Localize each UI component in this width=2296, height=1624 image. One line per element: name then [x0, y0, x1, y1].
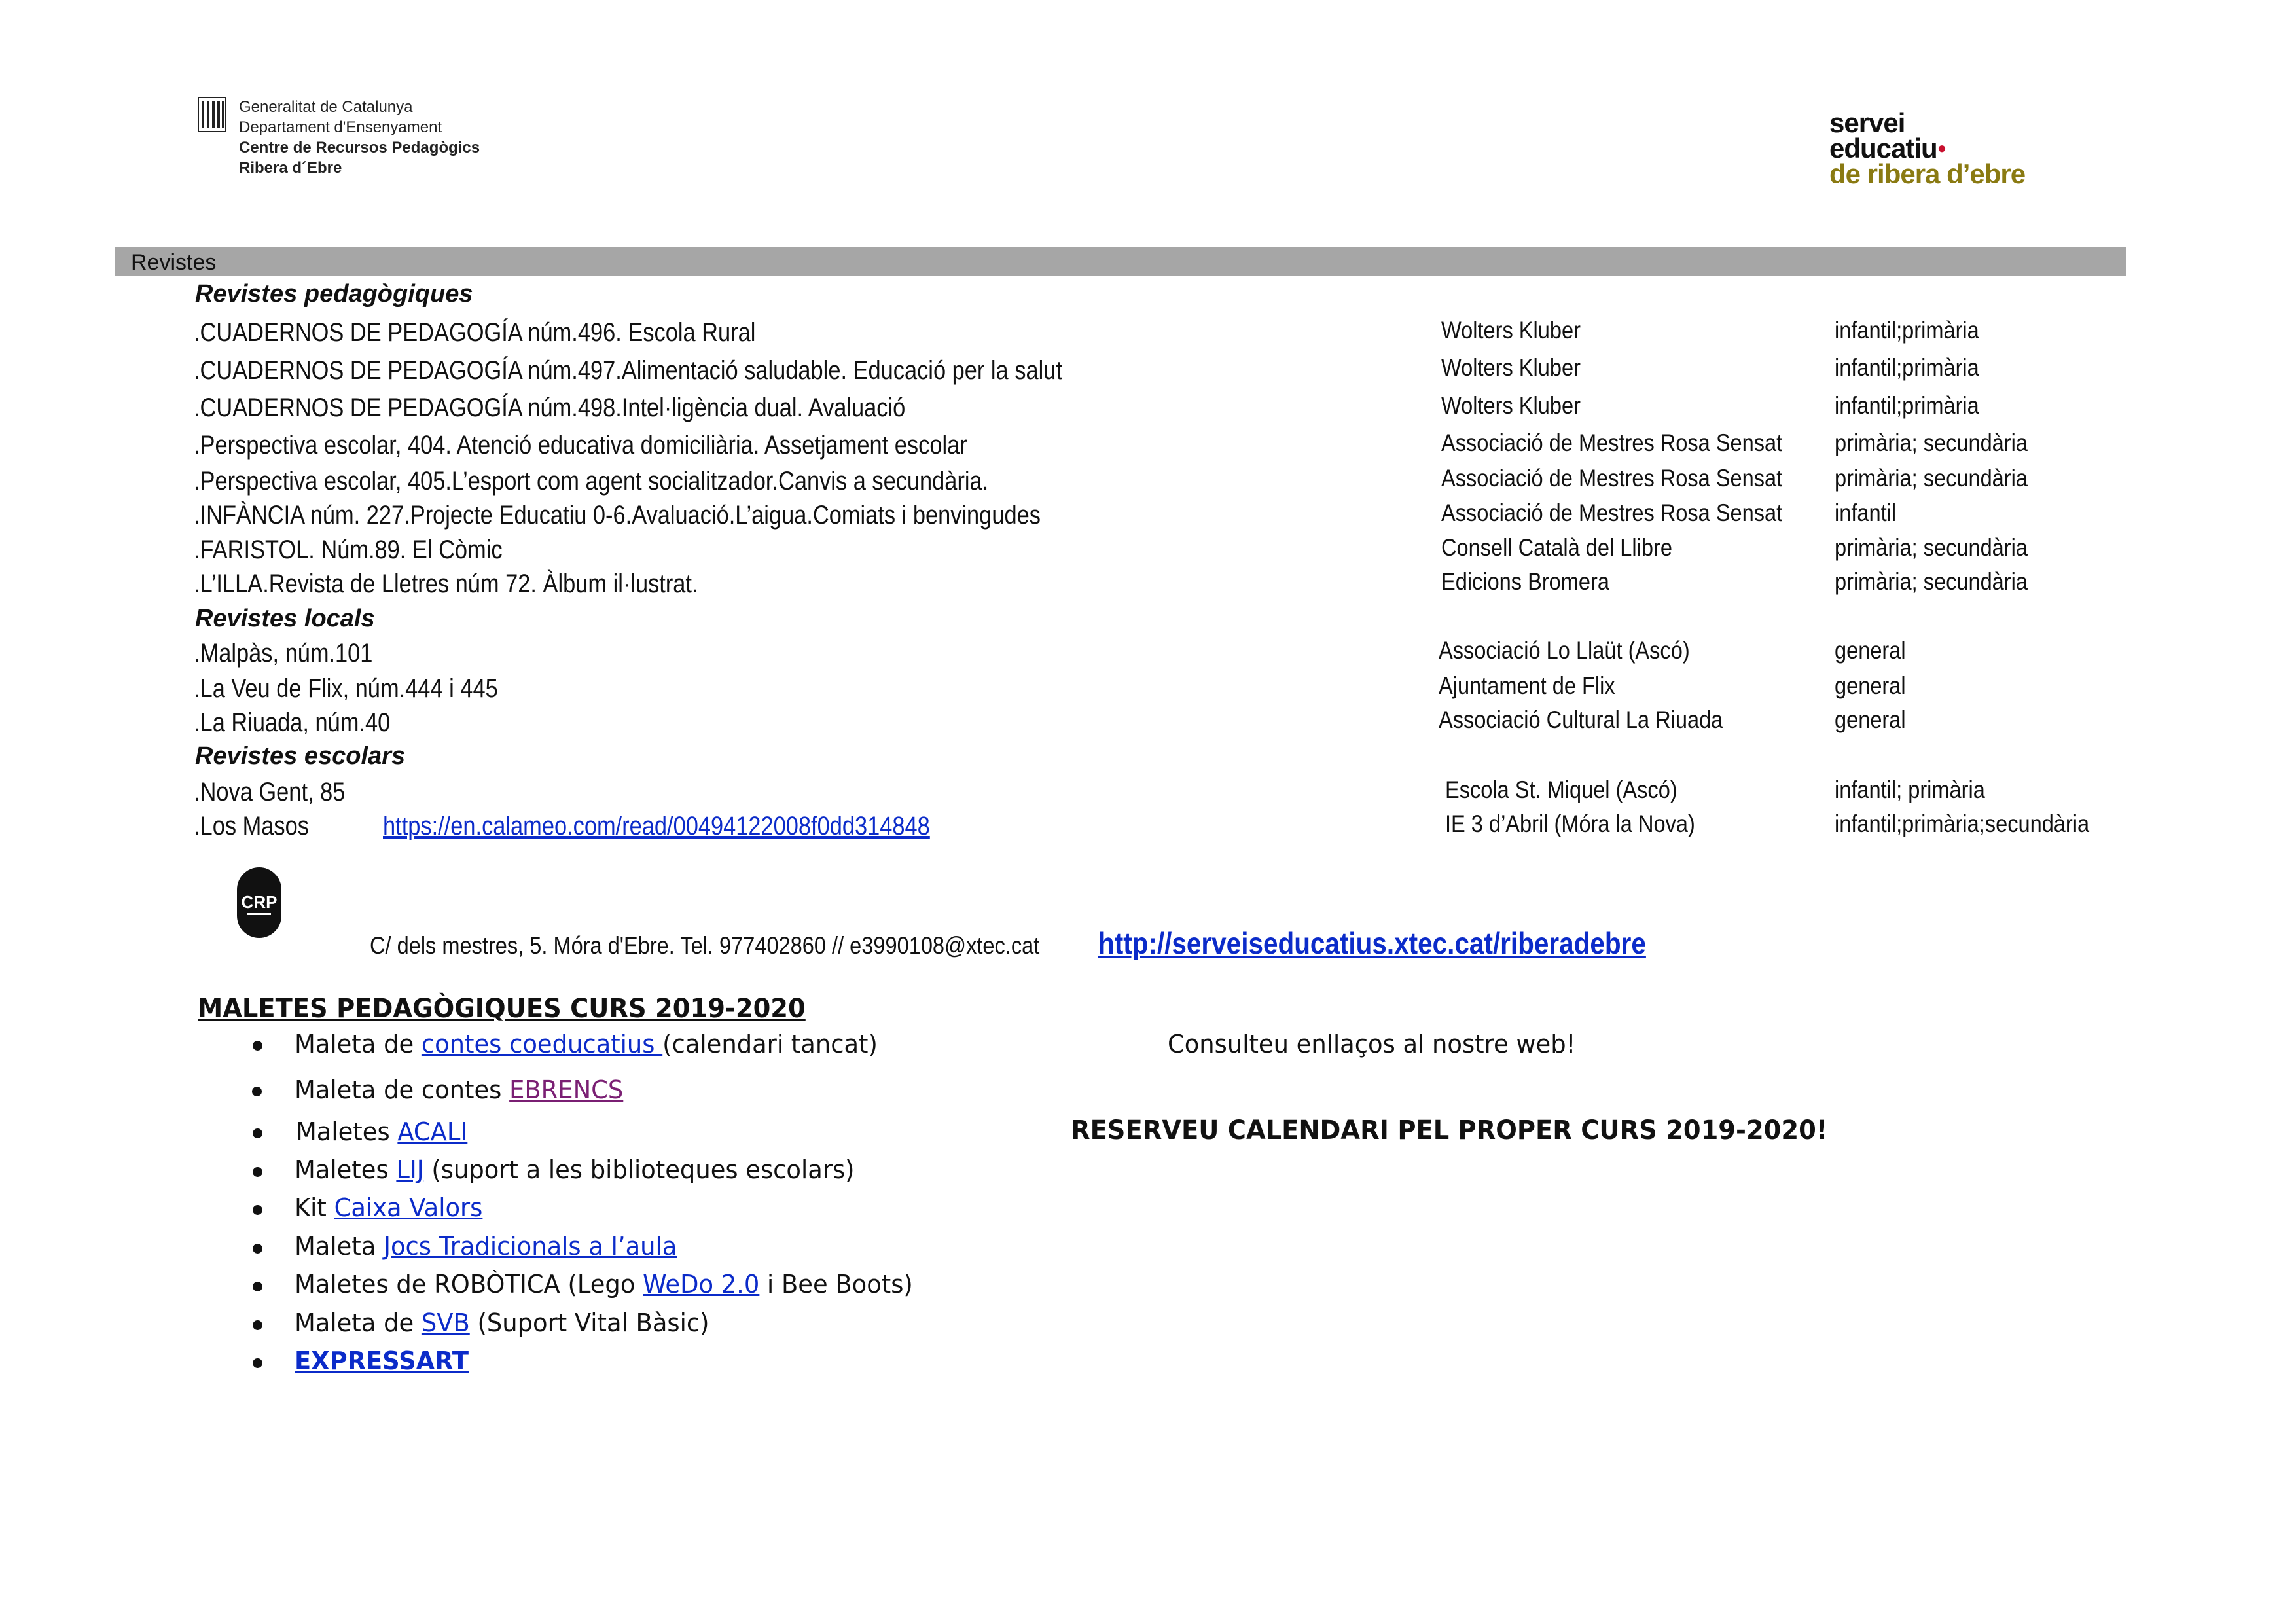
org-line-departament: Departament d'Ensenyament: [239, 118, 442, 136]
maleta-item: Kit Caixa Valors: [295, 1193, 483, 1222]
contact-address: C/ dels mestres, 5. Móra d'Ebre. Tel. 977402860 // e3990108@xtec.cat: [370, 932, 1040, 959]
magazine-title: .CUADERNOS DE PEDAGOGÍA núm.498.Intel·ligència dual. Avaluació: [194, 393, 906, 422]
magazine-title: .Nova Gent, 85: [194, 778, 346, 806]
magazine-title: .Los Masos: [194, 812, 309, 840]
magazine-publisher: Consell Català del Llibre: [1441, 534, 1672, 561]
brand-line-servei: servei: [1829, 107, 1905, 138]
org-line-centre: Centre de Recursos Pedagògics: [239, 139, 480, 156]
generalitat-logo-icon: [198, 97, 226, 132]
magazine-title: .CUADERNOS DE PEDAGOGÍA núm.497.Alimentació saludable. Educació per la salut: [194, 356, 1062, 385]
magazine-title: .INFÀNCIA núm. 227.Projecte Educatiu 0-6.Avaluació.L’aigua.Comiats i benvingudes: [194, 501, 1041, 530]
magazine-level: infantil;primària;secundària: [1835, 810, 2090, 837]
magazine-level: infantil: [1835, 499, 1897, 526]
magazine-publisher: Wolters Kluber: [1441, 317, 1581, 344]
bullet-icon: [253, 1282, 262, 1291]
magazine-level: primària; secundària: [1835, 534, 2028, 561]
magazine-level: primària; secundària: [1835, 465, 2028, 492]
magazine-publisher: Associació de Mestres Rosa Sensat: [1441, 465, 1783, 492]
org-line-generalitat: Generalitat de Catalunya: [239, 98, 413, 116]
magazine-level: infantil;primària: [1835, 354, 1979, 381]
maletes-title: MALETES PEDAGÒGIQUES CURS 2019-2020: [198, 994, 806, 1024]
los-masos-link[interactable]: https://en.calameo.com/read/00494122008f0dd314848: [383, 812, 930, 840]
link-contes-coeducatius[interactable]: contes coeducatius: [421, 1030, 663, 1058]
magazine-level: general: [1835, 637, 1906, 664]
magazine-level: general: [1835, 706, 1906, 733]
magazine-publisher: Wolters Kluber: [1441, 354, 1581, 381]
link-svb[interactable]: SVB: [421, 1308, 470, 1337]
brand-line-ribera: de ribera d’ebre: [1829, 158, 2026, 189]
section-bar-label: Revistes: [131, 250, 217, 275]
magazine-title: .Malpàs, núm.101: [194, 639, 373, 668]
crp-logo: [237, 867, 281, 938]
magazine-level: infantil;primària: [1835, 317, 1979, 344]
maleta-item: Maletes de ROBÒTICA (Lego WeDo 2.0 i Bee Boots): [295, 1270, 913, 1299]
bullet-icon: [253, 1320, 262, 1330]
organization-block: [239, 97, 480, 178]
magazine-level: infantil;primària: [1835, 392, 1979, 419]
magazine-publisher: IE 3 d’Abril (Móra la Nova): [1445, 810, 1695, 837]
website-link[interactable]: http://serveiseducatius.xtec.cat/riberadebre: [1098, 926, 1646, 960]
web-note: Consulteu enllaços al nostre web!: [1168, 1030, 1576, 1058]
bullet-icon: [253, 1041, 262, 1051]
bullet-icon: [252, 1087, 262, 1096]
bullet-icon: [253, 1358, 262, 1368]
magazine-publisher: Edicions Bromera: [1441, 568, 1609, 595]
link-lij[interactable]: LIJ: [396, 1155, 424, 1184]
heading-revistes-escolars: Revistes escolars: [195, 742, 406, 770]
magazine-publisher: Associació de Mestres Rosa Sensat: [1441, 429, 1783, 456]
magazine-title: .La Veu de Flix, núm.444 i 445: [194, 674, 498, 703]
maleta-item: Maletes LIJ (suport a les biblioteques escolars): [295, 1155, 855, 1184]
magazine-publisher: Escola St. Miquel (Ascó): [1445, 776, 1677, 803]
magazine-title: .FARISTOL. Núm.89. El Còmic: [194, 535, 503, 564]
link-expressart[interactable]: EXPRESSART: [295, 1346, 469, 1375]
magazine-publisher: Associació de Mestres Rosa Sensat: [1441, 499, 1783, 526]
maleta-item: Maleta de contes coeducatius (calendari tancat): [295, 1030, 878, 1058]
maleta-item: Maleta de contes EBRENCS: [295, 1075, 624, 1104]
magazine-level: primària; secundària: [1835, 568, 2028, 595]
bullet-icon: [253, 1244, 262, 1254]
link-wedo[interactable]: WeDo 2.0: [643, 1270, 760, 1299]
magazine-publisher: Associació Lo Llaüt (Ascó): [1439, 637, 1690, 664]
magazine-publisher: Wolters Kluber: [1441, 392, 1581, 419]
bullet-icon: [253, 1128, 262, 1138]
maleta-item: Maletes ACALI: [296, 1117, 468, 1146]
magazine-level: primària; secundària: [1835, 429, 2028, 456]
magazine-publisher: Ajuntament de Flix: [1439, 672, 1615, 699]
heading-revistes-pedagogiques: Revistes pedagògiques: [195, 280, 473, 308]
magazine-title: .La Riuada, núm.40: [194, 708, 391, 737]
link-jocs-tradicionals[interactable]: Jocs Tradicionals a l’aula: [384, 1232, 677, 1261]
magazine-title: .Perspectiva escolar, 404. Atenció educativa domiciliària. Assetjament escolar: [194, 431, 967, 460]
magazine-title: .Perspectiva escolar, 405.L’esport com agent socialitzador.Canvis a secundària.: [194, 467, 989, 496]
maleta-item: Maleta Jocs Tradicionals a l’aula: [295, 1232, 677, 1261]
magazine-level: infantil; primària: [1835, 776, 1985, 803]
heading-revistes-locals: Revistes locals: [195, 605, 375, 632]
bullet-icon: [253, 1167, 262, 1177]
section-bar: [115, 247, 2126, 276]
servei-educatiu-logo: [1829, 107, 2026, 189]
maleta-item: [295, 1346, 469, 1375]
maleta-item: Maleta de SVB (Suport Vital Bàsic): [295, 1308, 709, 1337]
magazine-publisher: Associació Cultural La Riuada: [1439, 706, 1723, 733]
crp-logo-label: CRP: [241, 892, 278, 912]
link-acali[interactable]: ACALI: [397, 1117, 468, 1146]
magazine-level: general: [1835, 672, 1906, 699]
brand-line-educatiu: educatiu: [1829, 133, 1937, 164]
crp-logo-underline: [247, 913, 271, 915]
reserve-notice: RESERVEU CALENDARI PEL PROPER CURS 2019-2020!: [1071, 1115, 1828, 1146]
link-ebrencs[interactable]: EBRENCS: [509, 1075, 624, 1104]
magazine-title: .CUADERNOS DE PEDAGOGÍA núm.496. Escola Rural: [194, 318, 756, 347]
org-line-ribera: Ribera d´Ebre: [239, 159, 342, 177]
link-caixa-valors[interactable]: Caixa Valors: [334, 1193, 483, 1222]
magazine-title: .L’ILLA.Revista de Lletres núm 72. Àlbum il·lustrat.: [194, 569, 698, 598]
bullet-icon: [253, 1205, 262, 1215]
brand-dot-icon: ●: [1937, 139, 1946, 157]
